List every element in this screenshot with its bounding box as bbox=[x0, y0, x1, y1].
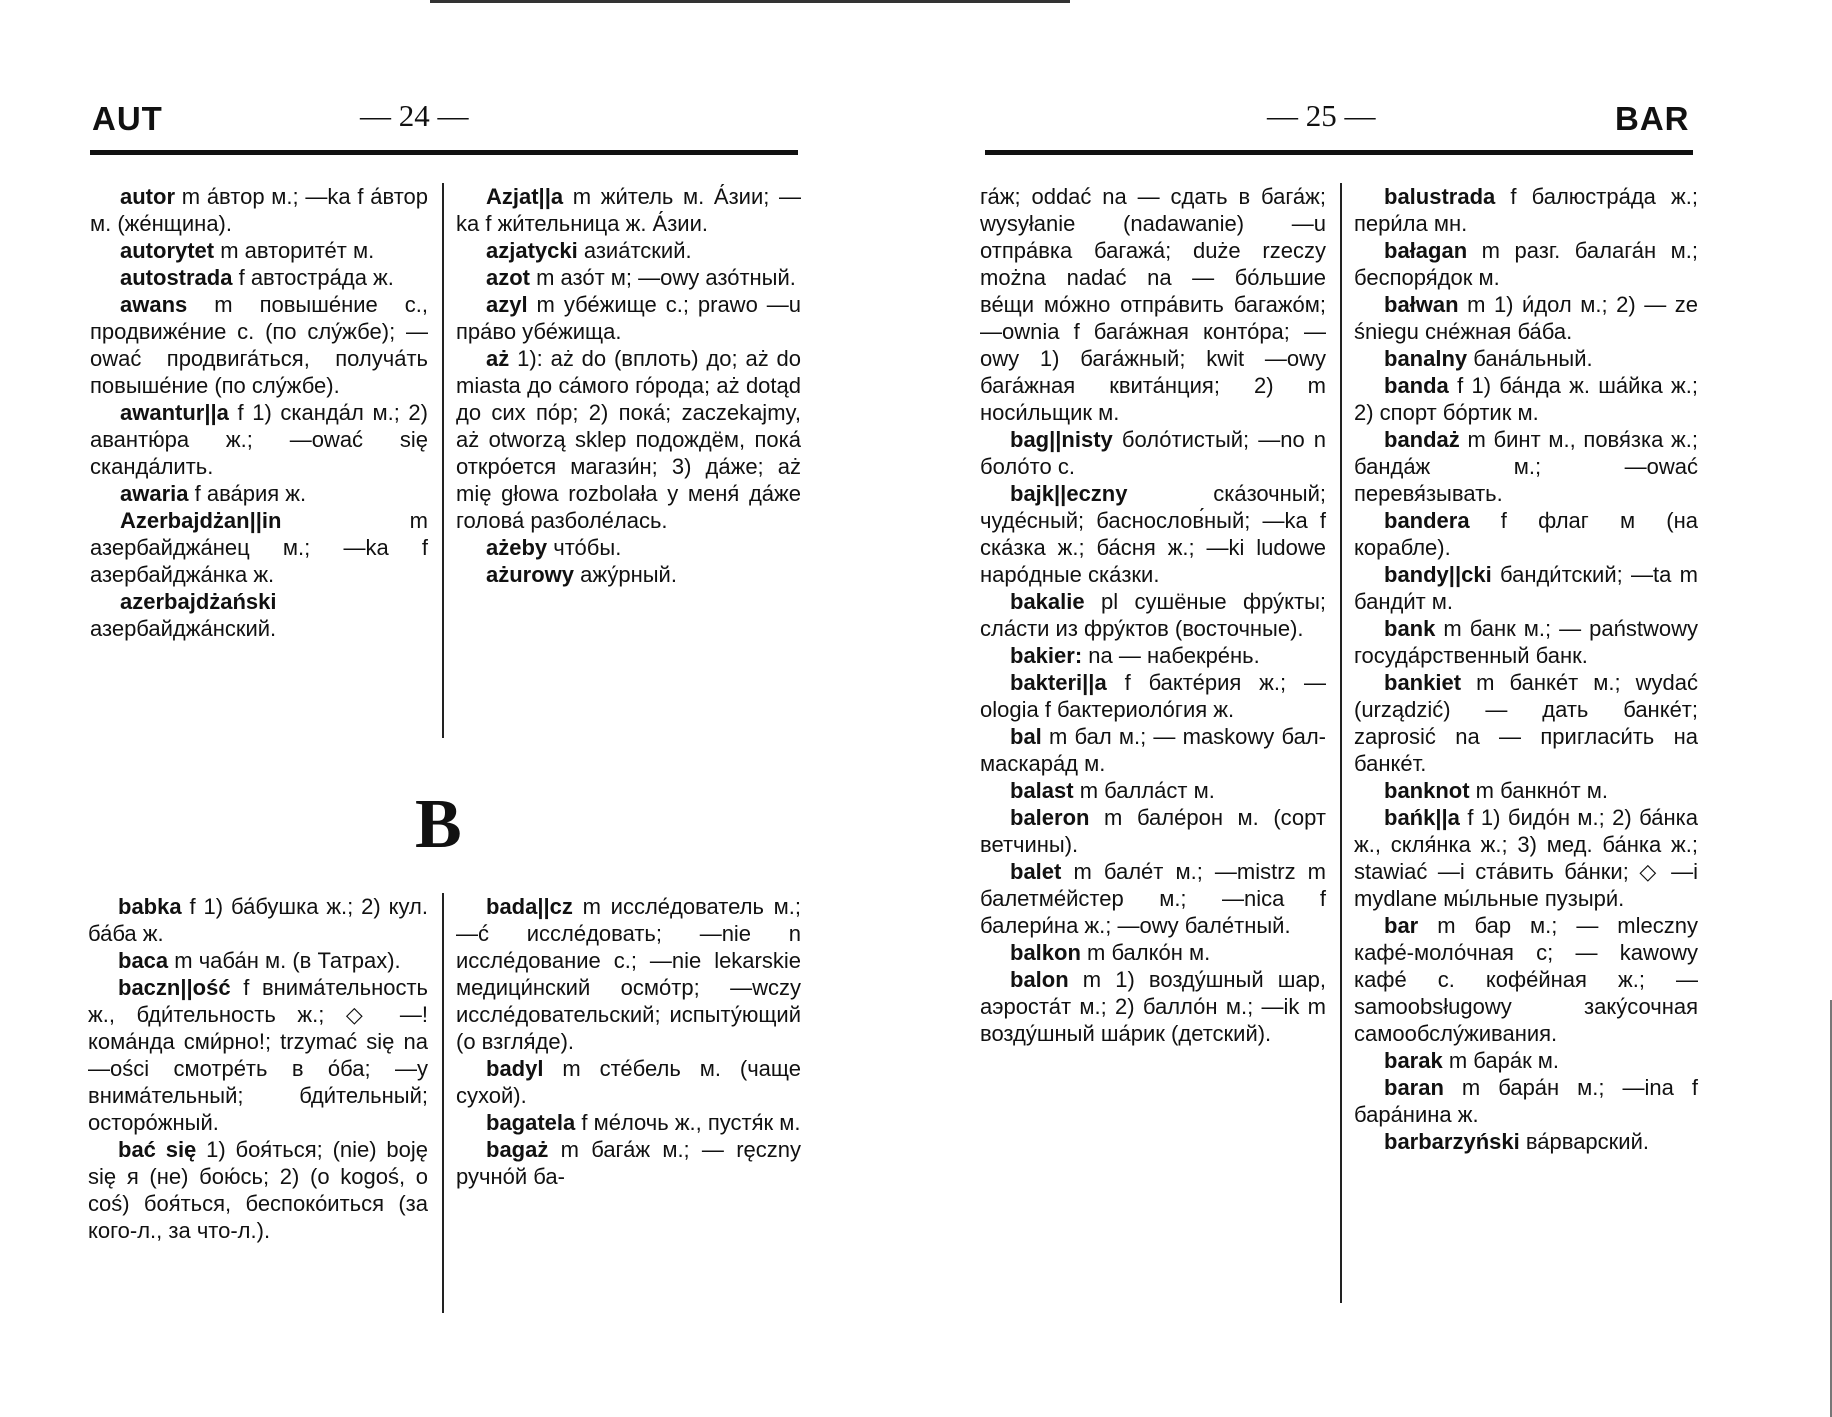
entry-headword: azyl bbox=[486, 292, 528, 317]
entry-definition: m авторите́т м. bbox=[214, 238, 375, 263]
entry-definition: f бакте́рия ж.; —ologia f бактериоло́гия ж. bbox=[980, 670, 1326, 722]
dictionary-entry bbox=[1354, 1128, 1698, 1155]
entry-headword: bać się bbox=[118, 1137, 197, 1162]
dictionary-entry bbox=[456, 345, 801, 534]
dictionary-entry bbox=[1354, 669, 1698, 777]
entry-headword: bandera bbox=[1384, 508, 1470, 533]
dictionary-entry bbox=[980, 426, 1326, 480]
entry-headword: bankiet bbox=[1384, 670, 1462, 695]
entry-definition: ска́зочный; чуде́сный; баснослов́ный; —ka f ска́зка ж.; ба́сня ж.; —ki ludowe наро́дные ска́зки. bbox=[980, 481, 1326, 587]
entry-headword: bar bbox=[1384, 913, 1419, 938]
entry-definition: f 1) ба́бушка ж.; 2) кул. ба́ба ж. bbox=[88, 894, 428, 946]
entry-headword: Azjat||a bbox=[486, 184, 564, 209]
entry-headword: bada||cz bbox=[486, 894, 573, 919]
right-page-number: — 25 — bbox=[1267, 98, 1376, 133]
entry-headword: bandy||cki bbox=[1384, 562, 1492, 587]
entry-headword: balet bbox=[1010, 859, 1062, 884]
entry-headword: ażeby bbox=[486, 535, 548, 560]
entry-headword: baleron bbox=[1010, 805, 1090, 830]
entry-headword: barak bbox=[1384, 1048, 1443, 1073]
entry-headword: barbarzyński bbox=[1384, 1129, 1520, 1154]
left-header-word: AUT bbox=[92, 100, 163, 137]
right-header-word: BAR bbox=[1615, 100, 1690, 137]
entry-definition: m азербайджа́нец м.; —ka f азербайджа́нка ж. bbox=[90, 508, 428, 587]
entry-headword: awaria bbox=[120, 481, 189, 506]
dictionary-entry bbox=[90, 183, 428, 237]
dictionary-entry bbox=[1354, 777, 1698, 804]
entry-definition: m банке́т м.; wydać (urządzić) — дать банке́т; zaprosić na — пригласи́ть на банке́т. bbox=[1354, 670, 1698, 776]
entry-definition: f флаг м (на корабле). bbox=[1354, 508, 1698, 560]
entry-headword: bałwan bbox=[1384, 292, 1459, 317]
entry-definition: m бинт м., повя́зка ж.; банда́ж м.; —ować перевя́зывать. bbox=[1354, 427, 1698, 506]
entry-definition: азербайджа́нский. bbox=[90, 616, 277, 641]
entry-headword: bakalie bbox=[1010, 589, 1085, 614]
entry-definition: m бара́к м. bbox=[1442, 1048, 1560, 1073]
dictionary-entry bbox=[90, 399, 428, 480]
entry-definition: боло́тистый; —no n боло́то с. bbox=[980, 427, 1326, 479]
top-scan-line bbox=[430, 0, 1070, 3]
dictionary-entry bbox=[90, 237, 428, 264]
entry-definition: что́бы. bbox=[547, 535, 622, 560]
entry-definition: m жи́тель м. А́зии; —ka f жи́тельница ж. А́зии. bbox=[456, 184, 801, 236]
dictionary-entry bbox=[90, 480, 428, 507]
entry-headword: bakteri||a bbox=[1010, 670, 1107, 695]
entry-headword: bagaż bbox=[486, 1137, 549, 1162]
entry-definition: f 1) сканда́л м.; 2) авантю́ра ж.; —ować się сканда́лить. bbox=[90, 400, 428, 479]
dictionary-entry bbox=[980, 858, 1326, 939]
entry-headword: balon bbox=[1010, 967, 1069, 992]
entry-headword: azot bbox=[486, 265, 530, 290]
entry-definition: ва́рварский. bbox=[1519, 1129, 1649, 1154]
entry-definition: m а́втор м.; —ka f а́втор м. (же́нщина). bbox=[90, 184, 428, 236]
entry-definition: m повыше́ние с., продвиже́ние с. (по слу́жбе); —ować продвига́ться, получа́ть повыше́ние (по слу́жбе). bbox=[90, 292, 428, 398]
entry-definition: га́ж; oddać na — сдать в бага́ж; wysyłanie (nadawanie) —u отпра́вка багажа́; duże rzeczy można nadać na — бо́льшие ве́щи мо́жно отпра́вить багажо́м; —ownia f бага́жная конто́ра; —owy 1) бага́жный; kwit —owy бага́жная квита́нция; 2) m носи́льщик м. bbox=[980, 184, 1326, 425]
entry-headword: baczn||ość bbox=[118, 975, 231, 1000]
entry-headword: bank bbox=[1384, 616, 1436, 641]
entry-definition: f 1) ба́нда ж. ша́йка ж.; 2) спорт бо́ртик м. bbox=[1354, 373, 1698, 425]
left-column-3 bbox=[88, 893, 428, 1244]
dictionary-entry bbox=[456, 291, 801, 345]
dictionary-entry bbox=[88, 974, 428, 1136]
dictionary-entry bbox=[980, 588, 1326, 642]
entry-headword: autor bbox=[120, 184, 175, 209]
dictionary-entry bbox=[1354, 345, 1698, 372]
entry-definition: f ава́рия ж. bbox=[188, 481, 307, 506]
entry-definition: m убе́жище с.; prawo —u пра́во убе́жища. bbox=[456, 292, 801, 344]
entry-definition: f балюстра́да ж.; пери́ла мн. bbox=[1354, 184, 1698, 236]
dictionary-entry bbox=[456, 237, 801, 264]
dictionary-entry bbox=[88, 893, 428, 947]
entry-definition: f внима́тельность ж., бди́тельность ж.; ◇ —! кома́нда сми́рно!; trzymać się na —ości смотре́ть в о́ба; —у внима́тельный; бди́тельный; осторо́жный. bbox=[88, 975, 428, 1135]
entry-definition: m бале́т м.; —mistrz m балетме́йстер м.; —nica f балери́на ж.; —owy бале́тный. bbox=[980, 859, 1326, 938]
dictionary-entry bbox=[90, 291, 428, 399]
right-column-1 bbox=[980, 183, 1326, 1047]
dictionary-entry bbox=[90, 507, 428, 588]
dictionary-entry bbox=[980, 669, 1326, 723]
dictionary-entry bbox=[1354, 183, 1698, 237]
entry-headword: bal bbox=[1010, 724, 1042, 749]
entry-headword: Azerbajdżan||in bbox=[120, 508, 282, 533]
entry-definition: m бага́ж м.; — ręczny ручно́й ба- bbox=[456, 1137, 801, 1189]
entry-definition: pl сушёные фру́кты; сла́сти из фру́ктов (восточные). bbox=[980, 589, 1326, 641]
entry-headword: babka bbox=[118, 894, 182, 919]
entry-definition: m 1) и́дол м.; 2) — ze śniegu сне́жная ба́ба. bbox=[1354, 292, 1698, 344]
right-column-divider bbox=[1340, 183, 1342, 1303]
right-header-rule bbox=[985, 150, 1693, 155]
dictionary-entry bbox=[1354, 561, 1698, 615]
dictionary-entry bbox=[90, 264, 428, 291]
entry-headword: bandaż bbox=[1384, 427, 1460, 452]
left-column-1 bbox=[90, 183, 428, 642]
entry-definition: 1) боя́ться; (nie) boję się я (не) бою́сь; 2) (o kogoś, o coś) боя́ться, беспоко́иться (за кого-л., за что-л.). bbox=[88, 1137, 428, 1243]
entry-definition: na — набекре́нь. bbox=[1082, 643, 1260, 668]
entry-definition: m бар м.; — mleczny кафе́-моло́чная с; — kawowy кафе́ с. кофе́йная ж.; — samoobsługowy заку́сочная самообслу́живания. bbox=[1354, 913, 1698, 1046]
dictionary-entry bbox=[456, 1136, 801, 1190]
dictionary-entry bbox=[456, 264, 801, 291]
dictionary-entry bbox=[456, 1055, 801, 1109]
dictionary-entry bbox=[1354, 615, 1698, 669]
dictionary-entry bbox=[1354, 912, 1698, 1047]
dictionary-entry bbox=[1354, 237, 1698, 291]
entry-headword: awantur||a bbox=[120, 400, 229, 425]
entry-headword: bakier: bbox=[1010, 643, 1083, 668]
dictionary-entry bbox=[1354, 1074, 1698, 1128]
entry-definition: m разг. балага́н м.; беспоря́док м. bbox=[1354, 238, 1698, 290]
dictionary-entry bbox=[980, 183, 1326, 426]
dictionary-entry bbox=[1354, 426, 1698, 507]
dictionary-entry bbox=[980, 777, 1326, 804]
dictionary-entry bbox=[88, 947, 428, 974]
dictionary-entry bbox=[1354, 291, 1698, 345]
entry-definition: 1): aż do (вплоть) до; aż do miasta до са́мого го́рода; aż dotąd до сих по́р; 2) пока́; zaczekajmy, aż otworzą sklep подождём, пока́ откро́ется магази́н; 3) да́же; aż mię głowa rozbolała у меня́ да́же голова́ разболе́лась. bbox=[456, 346, 801, 533]
entry-definition: m чаба́н м. (в Татрах). bbox=[168, 948, 401, 973]
entry-headword: balast bbox=[1010, 778, 1074, 803]
entry-definition: m бале́рон м. (сорт ветчины). bbox=[980, 805, 1326, 857]
entry-headword: awans bbox=[120, 292, 188, 317]
left-column-4 bbox=[456, 893, 801, 1190]
entry-definition: f автостра́да ж. bbox=[232, 265, 394, 290]
entry-definition: f ме́лочь ж., пустя́к м. bbox=[575, 1110, 801, 1135]
dictionary-entry bbox=[980, 966, 1326, 1047]
dictionary-entry bbox=[456, 183, 801, 237]
dictionary-entry bbox=[980, 480, 1326, 588]
entry-headword: balustrada bbox=[1384, 184, 1496, 209]
entry-definition: бана́льный. bbox=[1467, 346, 1593, 371]
entry-definition: m 1) возду́шный шар, аэроста́т м.; 2) балло́н м.; —ik m возду́шный ша́рик (детский). bbox=[980, 967, 1326, 1046]
entry-definition: f 1) бидо́н м.; 2) ба́нка ж., скля́нка ж.; 3) мед. ба́нка ж.; stawiać —i ста́вить ба́нки; ◇ —i mydlane мы́льные пузыри́. bbox=[1354, 805, 1698, 911]
section-letter: B bbox=[415, 786, 462, 863]
dictionary-entry bbox=[980, 804, 1326, 858]
entry-headword: azerbajdżański bbox=[120, 589, 277, 614]
entry-headword: banknot bbox=[1384, 778, 1470, 803]
dictionary-entry bbox=[88, 1136, 428, 1244]
left-column-divider-bottom bbox=[442, 893, 444, 1313]
entry-headword: autostrada bbox=[120, 265, 233, 290]
entry-headword: azjatycki bbox=[486, 238, 578, 263]
entry-headword: bajk||eczny bbox=[1010, 481, 1128, 506]
dictionary-entry bbox=[980, 642, 1326, 669]
entry-headword: bagatela bbox=[486, 1110, 576, 1135]
entry-definition: m сте́бель м. (чаще сухой). bbox=[456, 1056, 801, 1108]
entry-headword: bag||nisty bbox=[1010, 427, 1113, 452]
entry-headword: baran bbox=[1384, 1075, 1444, 1100]
left-page-number: — 24 — bbox=[360, 98, 469, 133]
entry-definition: m балла́ст м. bbox=[1073, 778, 1215, 803]
dictionary-entry bbox=[456, 1109, 801, 1136]
entry-headword: bałagan bbox=[1384, 238, 1468, 263]
entry-definition: ажу́рный. bbox=[574, 562, 677, 587]
entry-definition: азиа́тский. bbox=[577, 238, 692, 263]
dictionary-entry bbox=[1354, 372, 1698, 426]
left-column-2 bbox=[456, 183, 801, 588]
right-column-2 bbox=[1354, 183, 1698, 1155]
dictionary-entry bbox=[980, 939, 1326, 966]
entry-definition: m банк м.; — państwowy госуда́рственный банк. bbox=[1354, 616, 1698, 668]
dictionary-entry bbox=[456, 893, 801, 1055]
left-header-rule bbox=[90, 150, 798, 155]
entry-headword: banda bbox=[1384, 373, 1449, 398]
entry-headword: balkon bbox=[1010, 940, 1081, 965]
entry-headword: aż bbox=[486, 346, 510, 371]
dictionary-entry bbox=[1354, 804, 1698, 912]
entry-definition: m иссле́дователь м.; —ć иссле́довать; —nie n иссле́дование с.; —nie lekarskie медици́нский осмо́тр; —wczy иссле́довательский; испыту́ющий (о взгля́де). bbox=[456, 894, 801, 1054]
dictionary-entry bbox=[456, 534, 801, 561]
entry-headword: baca bbox=[118, 948, 169, 973]
entry-definition: m бал м.; — maskowy бал-маскара́д м. bbox=[980, 724, 1326, 776]
entry-headword: ażurowy bbox=[486, 562, 575, 587]
dictionary-entry bbox=[980, 723, 1326, 777]
entry-definition: m бара́н м.; —ina f бара́нина ж. bbox=[1354, 1075, 1698, 1127]
dictionary-entry bbox=[90, 588, 428, 642]
dictionary-entry bbox=[456, 561, 801, 588]
entry-headword: banalny bbox=[1384, 346, 1468, 371]
entry-headword: bańk||a bbox=[1384, 805, 1460, 830]
entry-headword: autorytet bbox=[120, 238, 215, 263]
entry-definition: банди́тский; —ta m банди́т м. bbox=[1354, 562, 1698, 614]
entry-definition: m балко́н м. bbox=[1080, 940, 1211, 965]
dictionary-entry bbox=[1354, 507, 1698, 561]
entry-definition: m банкно́т м. bbox=[1469, 778, 1609, 803]
entry-definition: m азо́т м; —owy азо́тный. bbox=[530, 265, 796, 290]
dictionary-entry bbox=[1354, 1047, 1698, 1074]
left-column-divider-top bbox=[442, 183, 444, 738]
entry-headword: badyl bbox=[486, 1056, 544, 1081]
